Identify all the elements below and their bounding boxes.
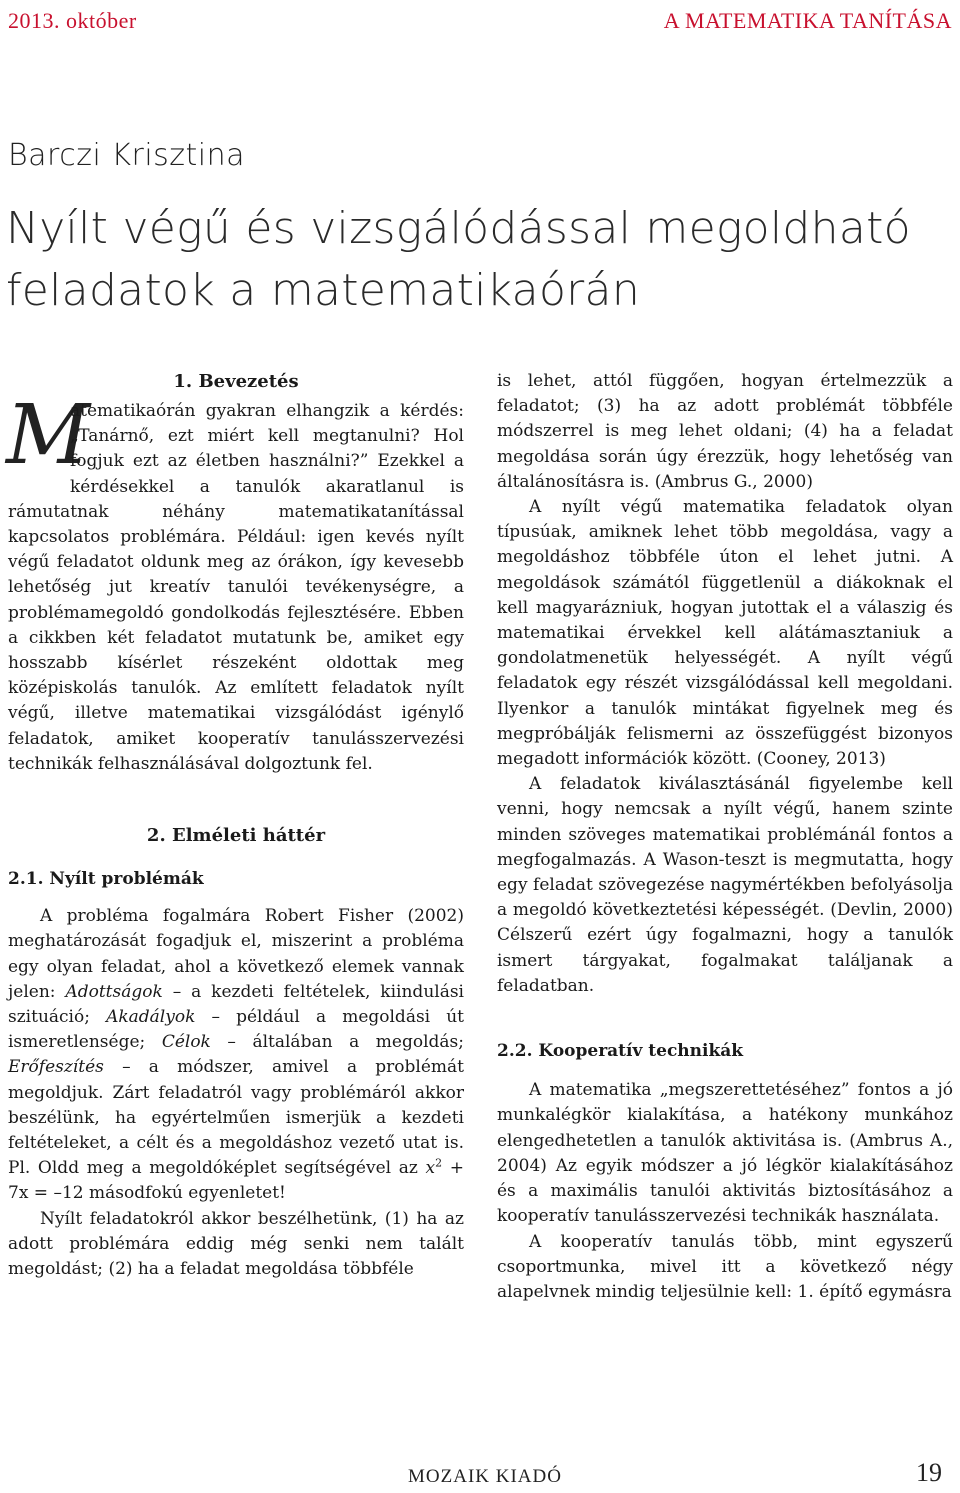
text-run: – például a megoldási út ismeretlensége; (8, 1007, 464, 1053)
subsection-heading-2-2: 2.2. Kooperatív technikák (497, 1041, 744, 1062)
article-title: Nyílt végű és vizsgálódással megoldható feladatok a matematikaórán (6, 203, 911, 316)
open-tasks-paragraph: A nyílt végű matematika feladatok olyan típusúak, amiknek lehet több megoldása, vagy a megoldáshoz többféle úton el lehet jutni. A megoldások számától függetlenül a diákoknak el kell magyarázniuk, hogyan jutottak el a válaszig és matematikai érvekkel kell alátámasztaniuk a gondolatmenetük helyességét. A nyílt végű feladatok egy részét vizsgálódással kell megoldani. Ilyenkor a tanulók mintákat figyelnek meg és megpróbálják felismerni az összefüggést bizonyos megadott információk között. (Cooney, 2013) (497, 497, 953, 770)
subsection-heading-2-1: 2.1. Nyílt problémák (8, 869, 204, 890)
text-run: A probléma fogalmára Robert Fisher (2002) meghatározását fogadjuk el, miszerint a probléma egy olyan feladat, ahol a következő elemek vannak jelen: (8, 906, 464, 1002)
problem-definition-paragraph (8, 904, 464, 1206)
journal-name: A MATEMATIKA TANÍTÁSA (663, 8, 952, 33)
page-header (8, 6, 952, 36)
text-run: – a kezdeti feltételek, kiindulási szituáció; (8, 981, 464, 1028)
term-celok: Célok (161, 1032, 211, 1053)
intro-paragraph (6, 388, 464, 777)
section-heading-2: 2. Elméleti háttér (146, 825, 326, 847)
equation-exponent: 2 (435, 1156, 443, 1170)
term-adottsagok: Adottságok (65, 981, 163, 1002)
equation-variable: x (425, 1158, 436, 1179)
continued-paragraph: is lehet, attól függően, hogyan értelmezzük a feladatot; (3) ha az adott problémát többféle módszerrel is meg lehet oldani; (4) ha a feladat megoldása során úgy érezzük, hogy lehetőség van általánosításra is. (Ambrus G., 2000) (497, 371, 953, 492)
intro-text: atematikaórán gyakran elhangzik a kérdés: „Tanárnő, ezt miért kell megtanulni? Hol fogjuk ezt az életben használni?” Ezekkel a kérdésekkel a tanulók akaratlanul is rámutatnak néhány matematikatanítással kapcsolatos problémára. Például: igen kevés nyílt végű feladatot oldunk meg az órákon, így kevesebb lehetőség jut kreatív tanulói tevékenységre, a problémamegoldó gondolkodás fejlesztésére. Ebben a cikkben két feladatot mutatunk be, amiket egy hosszabb kísérlet részeként oldottak meg középiskolás tanulók. Az említett feladatok nyílt végű, illetve matematikai vizsgálódást igénylő feladatok, amiket kooperatív tanulásszervezési technikák felhasználásával dolgoztunk fel. (8, 401, 464, 774)
right-column (497, 369, 953, 1305)
term-erofeszites: Erőfeszítés (8, 1057, 104, 1078)
drop-cap: M (6, 388, 90, 483)
cooperative-paragraph: A matematika „megszerettetéséhez” fontos a jó munkalégkör kialakítása, a hatékony munkához elengedhetetlen a tanulók aktivitása is. (Ambrus A., 2004) Az egyik módszer a jó légkör kialakításához és a maximális tanulói aktivitás biztosításához a kooperatív tanulásszervezési technikák használata. (497, 1080, 953, 1227)
cooperative-principles-paragraph: A kooperatív tanulás több, mint egyszerű csoportmunka, mivel itt a következő négy alapelvnek mindig teljesülnie kell: 1. építő egymásra (497, 1231, 953, 1302)
page-number: 19 (916, 1458, 942, 1487)
section-heading-1: 1. Bevezetés (173, 371, 299, 392)
equation-rest: + 7x = –12 (8, 1158, 464, 1204)
text-run: – általában a megoldás; (210, 1032, 464, 1053)
task-selection-paragraph: A feladatok kiválasztásánál figyelembe kell venni, hogy nemcsak a nyílt végű, hanem szinte minden szöveges matematikai problémánál fontos a megfogalmazás. A Wason-teszt is megmutatta, hogy egy feladat szövegezése nagymértékben befolyásolja a megoldó következtetési képességét. (Devlin, 2000) Célszerű ezért úgy fogalmazni, hogy a tanulók ismert tárgyakat, fogalmakat találjanak a feladatban. (497, 774, 953, 996)
article-author: Barczi Krisztina (8, 138, 246, 173)
term-akadalyok: Akadályok (106, 1007, 196, 1028)
text-run: másodfokú egyenletet! (83, 1183, 286, 1204)
page-footer (8, 1458, 952, 1490)
open-problems-paragraph: Nyílt feladatokról akkor beszélhetünk, (1) ha az adott problémára eddig még senki nem talált megoldást; (2) ha a feladat megoldása többféle (8, 1208, 464, 1280)
left-column (8, 369, 464, 1282)
text-run: – a módszer, amivel a problémát megoldjuk. Zárt feladatról vagy problémáról akkor beszélünk, ha egyértelműen ismerjük a kezdeti feltételeket, a célt és a megoldáshoz vezető utat is. Pl. Oldd meg a megoldóképlet segítségével az (8, 1057, 464, 1179)
issue-date: 2013. október (8, 8, 137, 33)
publisher: MOZAIK KIADÓ (408, 1466, 562, 1487)
